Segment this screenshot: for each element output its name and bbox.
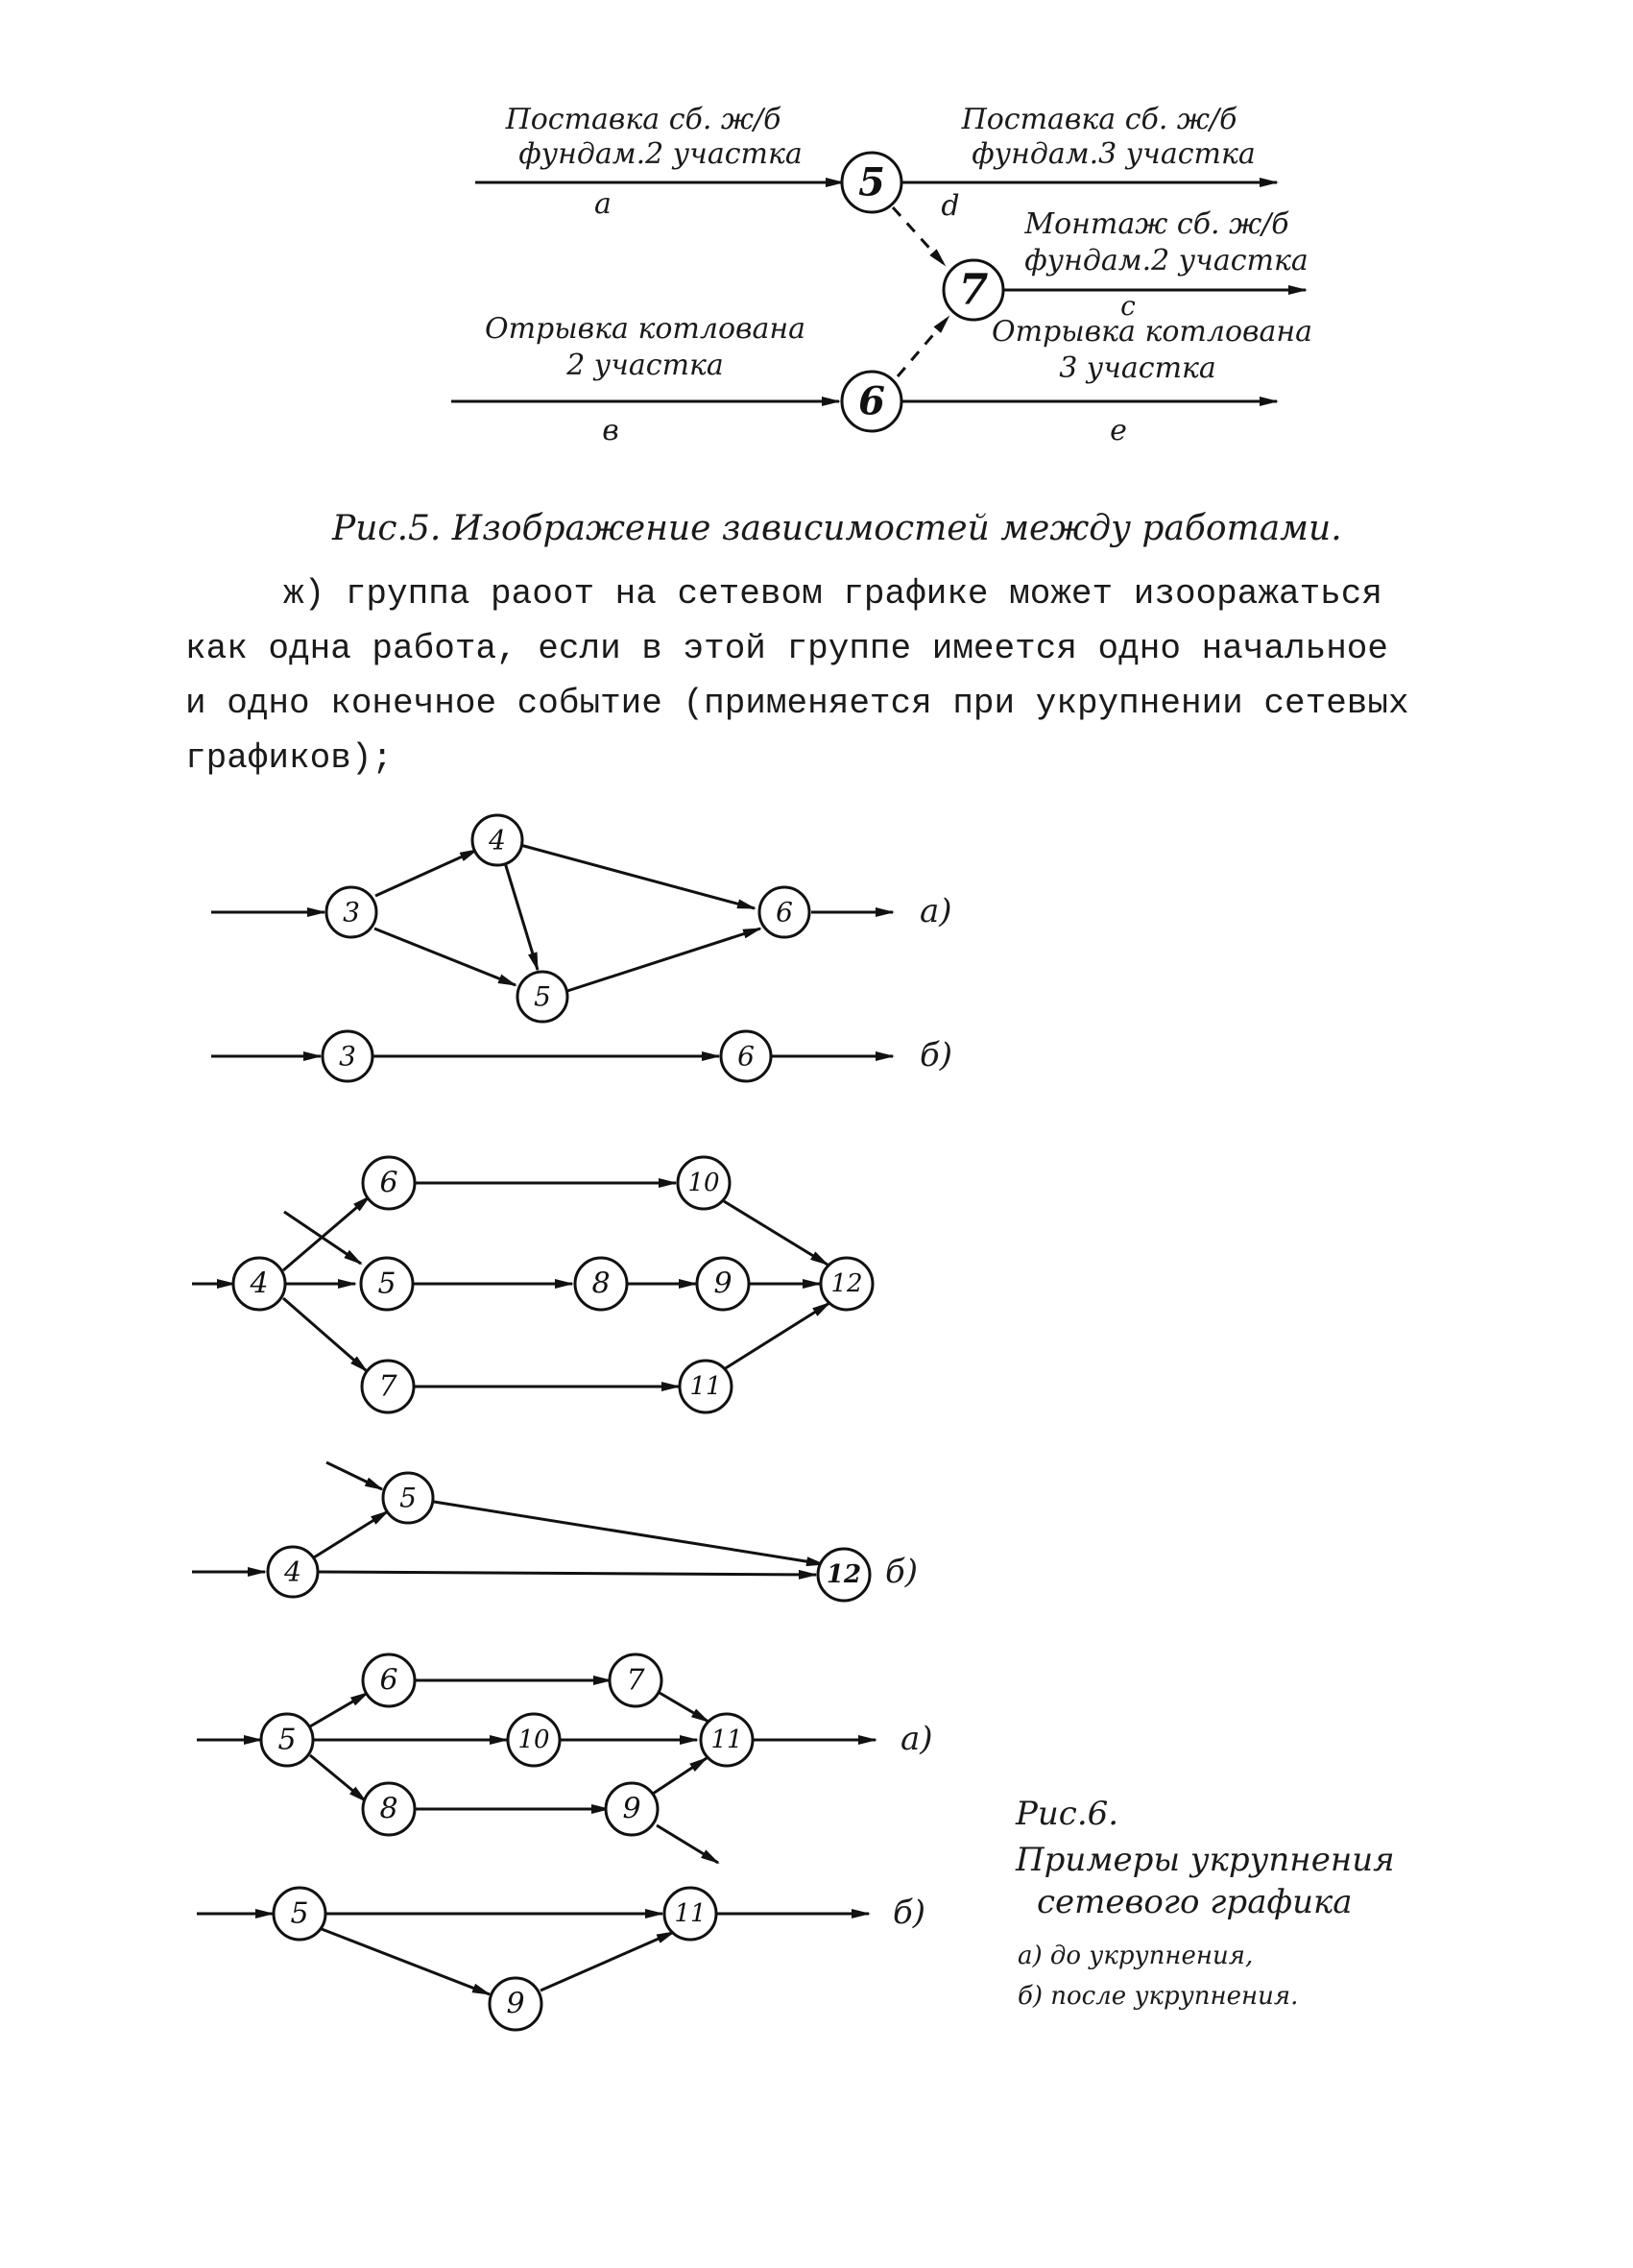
event-node-label: 11 — [689, 1372, 722, 1401]
event-node-5 — [383, 1473, 433, 1523]
event-node-8 — [363, 1783, 415, 1835]
edge-outgoing — [657, 1825, 718, 1863]
event-node-6 — [363, 1157, 415, 1209]
variant-label: а) — [920, 892, 952, 930]
event-node-4 — [472, 815, 522, 865]
activity-label: Поставка сб. ж/б — [505, 103, 781, 136]
event-node-label: 10 — [687, 1169, 720, 1197]
edge-9-11 — [540, 1932, 674, 1991]
edge-10-12 — [724, 1201, 828, 1265]
edge-4-12 — [319, 1572, 816, 1575]
event-node-label: 5 — [377, 1267, 396, 1301]
event-node-label: 4 — [250, 1267, 269, 1301]
activity-letter: е — [1110, 414, 1127, 447]
figure-6-caption-line: Примеры укрупнения — [1016, 1841, 1395, 1879]
event-node-label: 5 — [858, 159, 885, 205]
edge-5-7-dummy — [893, 207, 945, 265]
figure-5-caption: Рис.5. Изображение зависимостей между работами. — [332, 509, 1342, 548]
event-node-4 — [233, 1258, 285, 1310]
edge-4-6 — [520, 845, 755, 908]
event-node-5 — [261, 1714, 313, 1766]
activity-label: Отрывка котлована — [991, 315, 1313, 349]
event-node-11 — [680, 1361, 732, 1412]
event-node-6 — [842, 372, 901, 431]
event-node-label: 11 — [710, 1725, 743, 1754]
edge-3-4 — [375, 850, 477, 896]
event-node-9 — [697, 1258, 749, 1310]
activity-letter: d — [941, 189, 960, 223]
event-node-label: 11 — [674, 1899, 707, 1928]
activity-label: Отрывка котлована — [484, 312, 806, 346]
edge-3-5 — [374, 929, 516, 985]
figure-6-diagram-2 — [192, 1157, 918, 1601]
event-node-label: 9 — [713, 1267, 732, 1301]
event-node-label: 7 — [378, 1369, 397, 1404]
figure-6-diagram-3 — [197, 1654, 933, 2030]
event-node-9 — [490, 1978, 541, 2030]
event-node-label: 4 — [284, 1556, 301, 1588]
event-node-9 — [606, 1783, 658, 1835]
edge-5-8 — [310, 1755, 366, 1801]
figure-6-legend-line: б) после укрупнения. — [1018, 1982, 1299, 2011]
event-node-label: 10 — [517, 1725, 550, 1754]
paragraph-line: ж) группа раоот на сетевом графике может изооражаться — [283, 574, 1382, 614]
activity-label: 3 участка — [1059, 351, 1216, 385]
event-node-10 — [508, 1714, 560, 1766]
paragraph-line: как одна работа, если в этой группе имеется одно начальное — [185, 629, 1389, 668]
event-node-label: 5 — [399, 1482, 417, 1514]
event-node-6 — [363, 1654, 415, 1706]
paragraph-line: графиков); — [185, 738, 394, 778]
event-node-11 — [664, 1888, 716, 1940]
edge-6-7-dummy — [898, 317, 949, 376]
event-node-7 — [362, 1361, 414, 1412]
variant-label: б) — [920, 1036, 953, 1074]
edge-7-11 — [660, 1693, 708, 1722]
figure-6-caption — [1015, 1795, 1395, 2011]
event-node-7 — [944, 260, 1003, 320]
activity-label: Поставка сб. ж/б — [961, 103, 1237, 136]
figure-6-caption-title: Рис.6. — [1016, 1795, 1119, 1833]
edge-5-12 — [434, 1502, 824, 1564]
event-node-5 — [274, 1888, 325, 1940]
activity-letter: в — [602, 414, 619, 447]
event-node-3 — [323, 1031, 372, 1081]
activity-label: фундам.3 участка — [972, 137, 1256, 171]
event-node-label: 8 — [379, 1792, 398, 1826]
figure-6-legend-line: а) до укрупнения, — [1018, 1942, 1254, 1970]
event-node-label: 7 — [958, 265, 989, 315]
edge-4-7 — [283, 1298, 367, 1371]
event-node-label: 12 — [826, 1560, 862, 1589]
event-node-label: 6 — [379, 1663, 398, 1698]
edge-9-11 — [653, 1758, 707, 1794]
event-node-label: 8 — [591, 1267, 611, 1301]
figure-6-caption-line: сетевого графика — [1037, 1883, 1353, 1921]
variant-label: а) — [901, 1720, 933, 1758]
event-node-label: 6 — [737, 1040, 755, 1073]
edge-5-6 — [567, 929, 760, 991]
event-node-5 — [361, 1258, 413, 1310]
activity-label: фундам.2 участка — [518, 137, 803, 171]
event-node-6 — [721, 1031, 771, 1081]
edge-5-9 — [322, 1929, 490, 1994]
event-node-7 — [610, 1654, 661, 1706]
event-node-label: 6 — [379, 1166, 398, 1200]
event-node-label: 7 — [626, 1663, 645, 1698]
edge-incoming — [326, 1462, 382, 1489]
event-node-label: 9 — [506, 1987, 525, 2021]
variant-label: б) — [885, 1553, 919, 1591]
edge-4-5 — [314, 1511, 388, 1557]
event-node-label: 5 — [534, 980, 551, 1013]
variant-label: б) — [893, 1894, 926, 1932]
event-node-6 — [759, 887, 809, 937]
event-node-label: 3 — [339, 1040, 356, 1073]
event-node-12 — [821, 1258, 873, 1310]
edge-5-6 — [310, 1693, 368, 1726]
activity-label: 2 участка — [566, 349, 724, 382]
figure-6-diagram-1 — [211, 815, 952, 1081]
event-node-label: 9 — [622, 1792, 641, 1826]
event-node-5 — [517, 972, 567, 1022]
event-node-label: 5 — [277, 1723, 297, 1757]
edge-4-5 — [503, 857, 538, 970]
edge-incoming — [284, 1212, 361, 1264]
event-node-11 — [701, 1714, 753, 1766]
paragraph — [185, 574, 1409, 778]
event-node-label: 5 — [290, 1896, 309, 1931]
activity-label: фундам.2 участка — [1024, 244, 1309, 277]
event-node-3 — [326, 887, 376, 937]
activity-letter: a — [594, 187, 612, 221]
paragraph-line: и одно конечное событие (применяется при укрупнении сетевых — [185, 684, 1409, 723]
figure-5 — [331, 103, 1342, 548]
event-node-label: 6 — [858, 378, 885, 424]
activity-letter: c — [1120, 290, 1136, 322]
event-node-12 — [818, 1549, 870, 1601]
event-node-label: 12 — [830, 1269, 863, 1298]
event-node-10 — [678, 1157, 730, 1209]
edge-11-12 — [724, 1303, 829, 1369]
event-node-label: 4 — [489, 824, 506, 857]
event-node-8 — [575, 1258, 627, 1310]
activity-label: Монтаж сб. ж/б — [1024, 207, 1289, 241]
event-node-5 — [842, 153, 901, 212]
event-node-4 — [268, 1547, 318, 1597]
event-node-label: 6 — [776, 896, 793, 929]
event-node-label: 3 — [343, 896, 360, 929]
